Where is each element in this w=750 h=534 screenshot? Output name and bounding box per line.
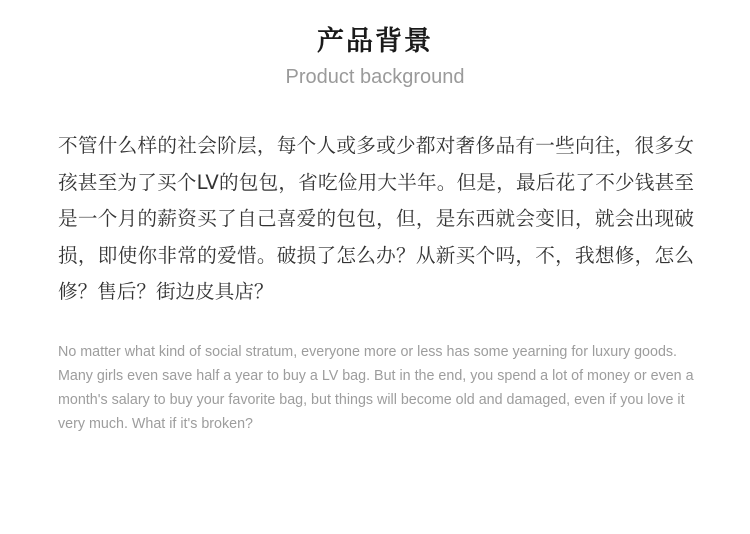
chinese-paragraph: 不管什么样的社会阶层，每个人或多或少都对奢侈品有一些向往，很多女孩甚至为了买个LV的包包，省吃俭用大半年。但是，最后花了不少钱甚至是一个月的薪资买了自己喜爱的包包，但，是东西就会变旧，就会出现破损，即使你非常的爱惜。破损了怎么办？从新买个吗，不，我想修，怎么修？售后？街边皮具店？ — [58, 134, 694, 303]
section-subtitle: Product background — [285, 66, 465, 88]
english-paragraph: No matter what kind of social stratum, everyone more or less has some yearning for luxury goods. Many girls even save half a year to buy a LV bag. But in the end, you spend a lot of money or even a month's salary to buy your favorite bag, but things will become old and damaged, even if you love it very much. What if it's broken? — [58, 344, 694, 432]
section-title: 产品背景 — [317, 26, 433, 57]
